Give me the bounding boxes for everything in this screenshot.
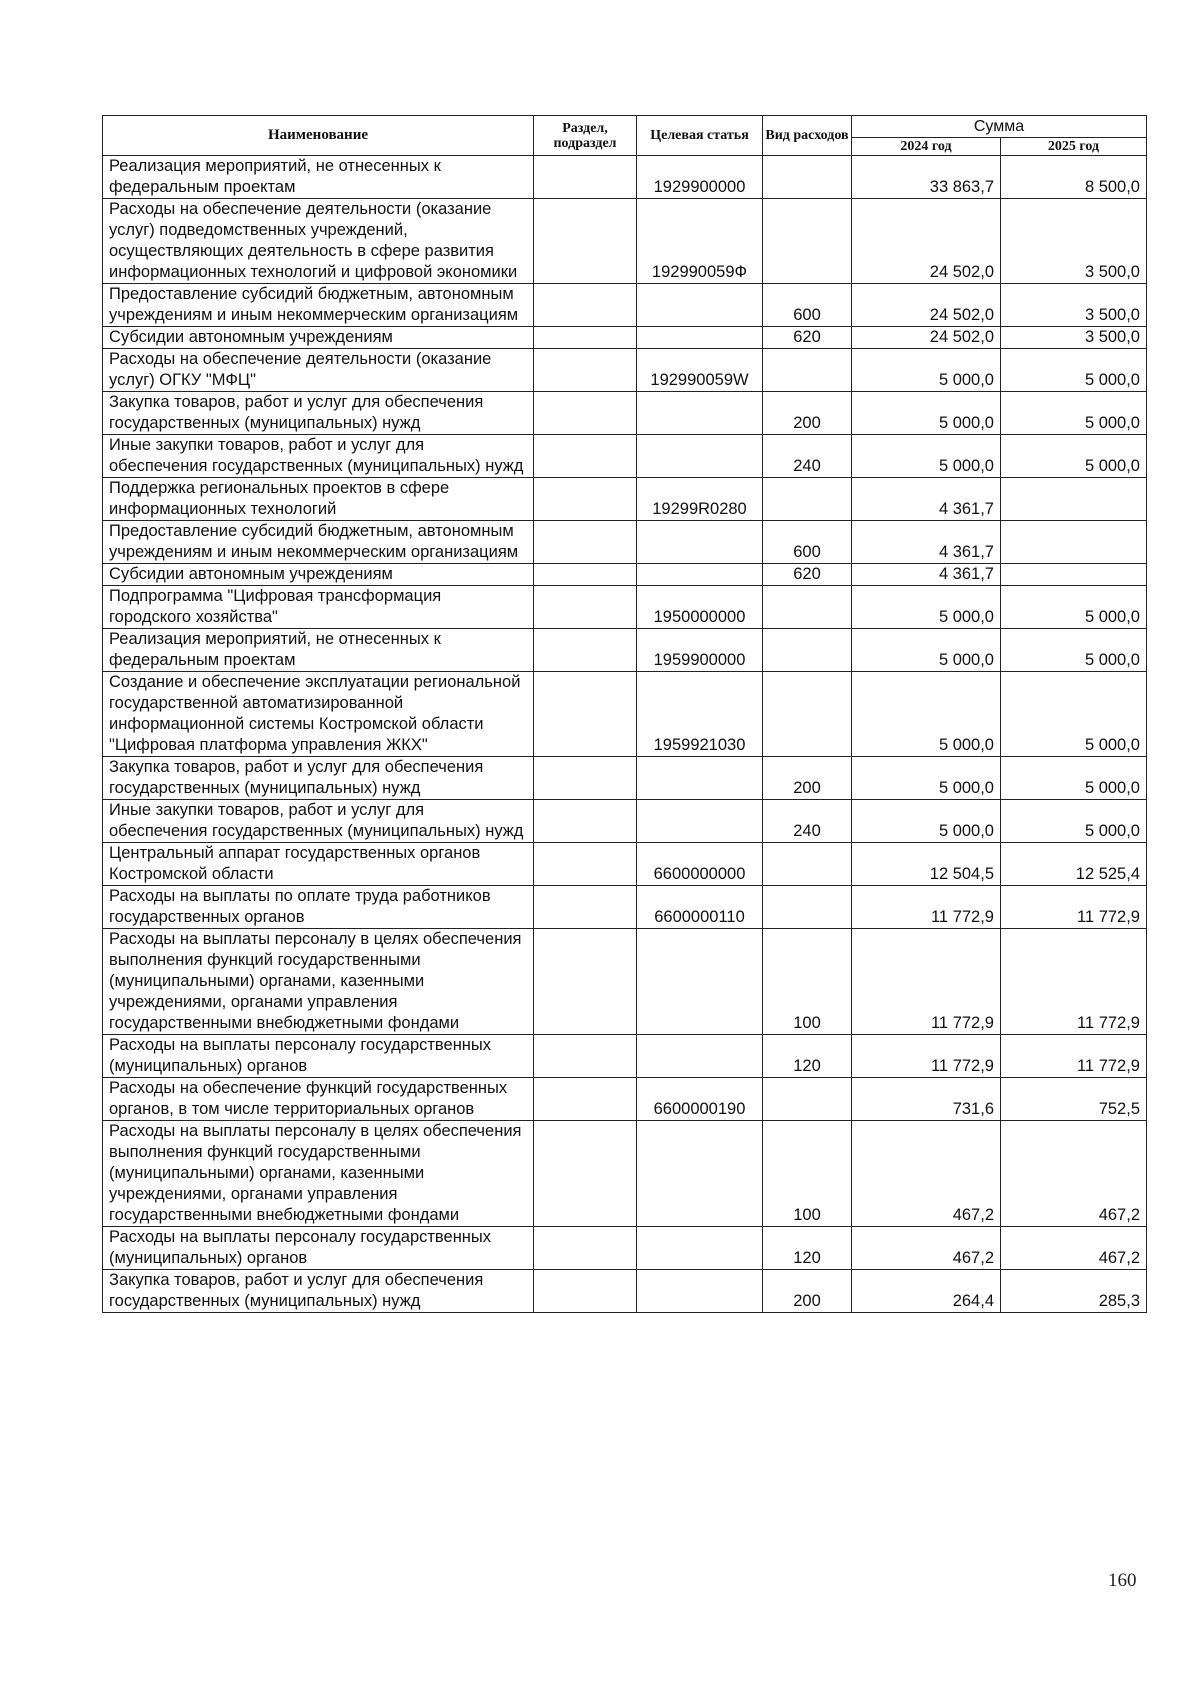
table-row	[103, 1121, 1147, 1227]
cell-target: 192990059W	[637, 349, 763, 392]
table-row	[103, 392, 1147, 435]
cell-name: Подпрограмма "Цифровая трансформация городского хозяйства"	[103, 586, 534, 629]
cell-target: 1950000000	[637, 586, 763, 629]
cell-2024: 5 000,0	[852, 672, 1001, 757]
cell-2024: 4 361,7	[852, 478, 1001, 521]
cell-2025: 5 000,0	[1001, 349, 1147, 392]
table-row	[103, 1270, 1147, 1313]
table-row	[103, 586, 1147, 629]
cell-target	[637, 929, 763, 1035]
header-section: Раздел, подраздел	[534, 116, 637, 156]
cell-2024: 12 504,5	[852, 843, 1001, 886]
cell-name: Реализация мероприятий, не отнесенных к федеральным проектам	[103, 156, 534, 199]
cell-target: 19299R0280	[637, 478, 763, 521]
table-row	[103, 199, 1147, 284]
cell-type: 100	[763, 929, 852, 1035]
cell-target: 6600000110	[637, 886, 763, 929]
header-2024: 2024 год	[852, 138, 1001, 156]
cell-type	[763, 586, 852, 629]
cell-target	[637, 284, 763, 327]
cell-type: 120	[763, 1227, 852, 1270]
cell-2025: 3 500,0	[1001, 284, 1147, 327]
table-row	[103, 1035, 1147, 1078]
cell-target	[637, 757, 763, 800]
table-row	[103, 284, 1147, 327]
cell-2025: 11 772,9	[1001, 929, 1147, 1035]
cell-target: 192990059Ф	[637, 199, 763, 284]
cell-section	[534, 435, 637, 478]
cell-2025: 11 772,9	[1001, 886, 1147, 929]
cell-2024: 5 000,0	[852, 757, 1001, 800]
budget-table	[102, 115, 1147, 1313]
cell-section	[534, 886, 637, 929]
cell-2024: 264,4	[852, 1270, 1001, 1313]
cell-2025: 285,3	[1001, 1270, 1147, 1313]
table-row	[103, 1227, 1147, 1270]
cell-name: Расходы на выплаты персоналу государственных (муниципальных) органов	[103, 1227, 534, 1270]
cell-target	[637, 1270, 763, 1313]
cell-name: Закупка товаров, работ и услуг для обеспечения государственных (муниципальных) нужд	[103, 392, 534, 435]
page-number: 160	[1108, 1570, 1137, 1591]
cell-target	[637, 392, 763, 435]
cell-section	[534, 586, 637, 629]
cell-2025: 5 000,0	[1001, 392, 1147, 435]
cell-2024: 33 863,7	[852, 156, 1001, 199]
cell-section	[534, 800, 637, 843]
cell-2025: 5 000,0	[1001, 435, 1147, 478]
header-type: Вид расходов	[763, 116, 852, 156]
cell-target	[637, 327, 763, 349]
cell-2025	[1001, 478, 1147, 521]
cell-type: 200	[763, 392, 852, 435]
cell-type	[763, 672, 852, 757]
cell-2024: 5 000,0	[852, 392, 1001, 435]
cell-name: Расходы на выплаты персоналу в целях обеспечения выполнения функций государственными (муниципальными) органами, казенными учреждениями, органами управления государственными внебюджетными фондами	[103, 1121, 534, 1227]
cell-section	[534, 843, 637, 886]
cell-2025: 5 000,0	[1001, 800, 1147, 843]
cell-2025: 5 000,0	[1001, 629, 1147, 672]
cell-section	[534, 521, 637, 564]
cell-2024: 5 000,0	[852, 800, 1001, 843]
cell-2024: 11 772,9	[852, 1035, 1001, 1078]
cell-2024: 467,2	[852, 1121, 1001, 1227]
header-target: Целевая статья	[637, 116, 763, 156]
cell-type: 120	[763, 1035, 852, 1078]
cell-type: 600	[763, 284, 852, 327]
table-row	[103, 435, 1147, 478]
cell-section	[534, 156, 637, 199]
cell-section	[534, 349, 637, 392]
cell-2025: 3 500,0	[1001, 327, 1147, 349]
table-row	[103, 521, 1147, 564]
cell-2025: 752,5	[1001, 1078, 1147, 1121]
cell-2025	[1001, 521, 1147, 564]
cell-2025: 5 000,0	[1001, 757, 1147, 800]
cell-name: Расходы на выплаты персоналу государственных (муниципальных) органов	[103, 1035, 534, 1078]
cell-type	[763, 349, 852, 392]
table-row	[103, 843, 1147, 886]
cell-target: 1929900000	[637, 156, 763, 199]
cell-type: 240	[763, 800, 852, 843]
table-row	[103, 327, 1147, 349]
cell-2024: 5 000,0	[852, 349, 1001, 392]
cell-section	[534, 478, 637, 521]
cell-2024: 24 502,0	[852, 199, 1001, 284]
cell-name: Поддержка региональных проектов в сфере информационных технологий	[103, 478, 534, 521]
cell-name: Предоставление субсидий бюджетным, автономным учреждениям и иным некоммерческим организациям	[103, 284, 534, 327]
cell-type: 620	[763, 564, 852, 586]
cell-2025: 8 500,0	[1001, 156, 1147, 199]
cell-target: 6600000000	[637, 843, 763, 886]
header-sum: Сумма	[852, 116, 1147, 138]
cell-type: 600	[763, 521, 852, 564]
cell-section	[534, 327, 637, 349]
table-row	[103, 672, 1147, 757]
cell-type: 200	[763, 757, 852, 800]
cell-name: Предоставление субсидий бюджетным, автономным учреждениям и иным некоммерческим организациям	[103, 521, 534, 564]
cell-2024: 5 000,0	[852, 435, 1001, 478]
cell-section	[534, 1078, 637, 1121]
cell-name: Закупка товаров, работ и услуг для обеспечения государственных (муниципальных) нужд	[103, 757, 534, 800]
cell-type	[763, 199, 852, 284]
cell-target	[637, 521, 763, 564]
cell-name: Расходы на обеспечение деятельности (оказание услуг) ОГКУ "МФЦ"	[103, 349, 534, 392]
cell-type: 620	[763, 327, 852, 349]
cell-name: Расходы на выплаты персоналу в целях обеспечения выполнения функций государственными (муниципальными) органами, казенными учреждениями, органами управления государственными внебюджетными фондами	[103, 929, 534, 1035]
cell-section	[534, 1227, 637, 1270]
cell-target	[637, 1121, 763, 1227]
cell-section	[534, 199, 637, 284]
cell-name: Центральный аппарат государственных органов Костромской области	[103, 843, 534, 886]
cell-2024: 731,6	[852, 1078, 1001, 1121]
cell-2024: 24 502,0	[852, 284, 1001, 327]
cell-2024: 4 361,7	[852, 564, 1001, 586]
cell-section	[534, 1270, 637, 1313]
table-row	[103, 757, 1147, 800]
header-name: Наименование	[103, 116, 534, 156]
cell-2025: 467,2	[1001, 1121, 1147, 1227]
table-row	[103, 929, 1147, 1035]
cell-2024: 5 000,0	[852, 586, 1001, 629]
cell-name: Субсидии автономным учреждениям	[103, 564, 534, 586]
cell-2025: 3 500,0	[1001, 199, 1147, 284]
cell-name: Создание и обеспечение эксплуатации региональной государственной автоматизированной информационной системы Костромской области "Цифровая платформа управления ЖКХ"	[103, 672, 534, 757]
cell-name: Реализация мероприятий, не отнесенных к федеральным проектам	[103, 629, 534, 672]
table-body	[103, 156, 1147, 1313]
cell-2025: 11 772,9	[1001, 1035, 1147, 1078]
table-row	[103, 800, 1147, 843]
cell-2025: 467,2	[1001, 1227, 1147, 1270]
cell-target: 6600000190	[637, 1078, 763, 1121]
cell-section	[534, 1121, 637, 1227]
cell-section	[534, 284, 637, 327]
cell-type	[763, 156, 852, 199]
cell-section	[534, 564, 637, 586]
cell-2025	[1001, 564, 1147, 586]
cell-type	[763, 478, 852, 521]
cell-name: Закупка товаров, работ и услуг для обеспечения государственных (муниципальных) нужд	[103, 1270, 534, 1313]
cell-target: 1959921030	[637, 672, 763, 757]
cell-type: 200	[763, 1270, 852, 1313]
cell-type: 100	[763, 1121, 852, 1227]
cell-target	[637, 1035, 763, 1078]
cell-2024: 467,2	[852, 1227, 1001, 1270]
cell-2025: 5 000,0	[1001, 586, 1147, 629]
cell-name: Расходы на выплаты по оплате труда работников государственных органов	[103, 886, 534, 929]
cell-name: Иные закупки товаров, работ и услуг для обеспечения государственных (муниципальных) нужд	[103, 435, 534, 478]
cell-name: Расходы на обеспечение деятельности (оказание услуг) подведомственных учреждений, осуществляющих деятельность в сфере развития информационных технологий и цифровой экономики	[103, 199, 534, 284]
cell-section	[534, 1035, 637, 1078]
cell-type	[763, 1078, 852, 1121]
cell-2025: 5 000,0	[1001, 672, 1147, 757]
cell-section	[534, 672, 637, 757]
cell-target	[637, 1227, 763, 1270]
cell-name: Субсидии автономным учреждениям	[103, 327, 534, 349]
table-row	[103, 564, 1147, 586]
table-row	[103, 1078, 1147, 1121]
cell-type	[763, 629, 852, 672]
cell-section	[534, 392, 637, 435]
table-row	[103, 629, 1147, 672]
table-row	[103, 156, 1147, 199]
cell-2024: 11 772,9	[852, 886, 1001, 929]
cell-2024: 11 772,9	[852, 929, 1001, 1035]
table-header	[103, 116, 1147, 156]
cell-2024: 5 000,0	[852, 629, 1001, 672]
header-2025: 2025 год	[1001, 138, 1147, 156]
cell-2024: 4 361,7	[852, 521, 1001, 564]
cell-section	[534, 929, 637, 1035]
cell-name: Иные закупки товаров, работ и услуг для обеспечения государственных (муниципальных) нужд	[103, 800, 534, 843]
cell-2025: 12 525,4	[1001, 843, 1147, 886]
table-row	[103, 886, 1147, 929]
cell-section	[534, 757, 637, 800]
cell-2024: 24 502,0	[852, 327, 1001, 349]
table-row	[103, 478, 1147, 521]
cell-target	[637, 564, 763, 586]
table-row	[103, 349, 1147, 392]
cell-name: Расходы на обеспечение функций государственных органов, в том числе территориальных органов	[103, 1078, 534, 1121]
cell-type	[763, 886, 852, 929]
cell-target	[637, 435, 763, 478]
cell-target: 1959900000	[637, 629, 763, 672]
cell-section	[534, 629, 637, 672]
cell-type: 240	[763, 435, 852, 478]
cell-type	[763, 843, 852, 886]
cell-target	[637, 800, 763, 843]
